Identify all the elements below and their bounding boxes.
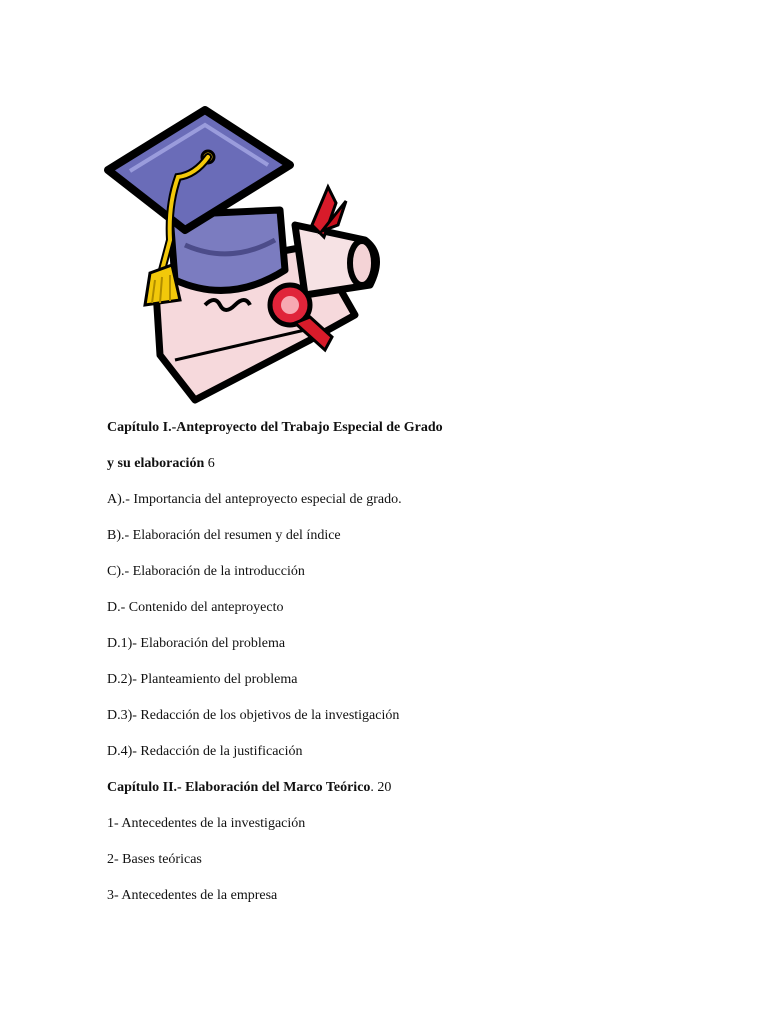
line-text: B).- Elaboración del resumen y del índice: [107, 528, 341, 543]
line-text: D.4)- Redacción de la justificación: [107, 744, 303, 759]
graduation-cap-diploma-icon: [100, 105, 400, 405]
toc-chapter-1-subtitle: [107, 446, 727, 482]
toc-item: [107, 734, 727, 770]
line-text: D.1)- Elaboración del problema: [107, 636, 286, 651]
line-text: A).- Importancia del anteproyecto especial de grado.: [107, 492, 402, 507]
toc-item: [107, 518, 727, 554]
toc-item: [107, 626, 727, 662]
toc-item: [107, 662, 727, 698]
chapter-2-heading: Capítulo II.- Elaboración del Marco Teórico: [107, 780, 371, 795]
line-text: D.3)- Redacción de los objetivos de la investigación: [107, 708, 400, 723]
page-number: 6: [204, 456, 215, 471]
toc-chapter-1-title: [107, 410, 727, 446]
toc-chapter-2-title: [107, 770, 727, 806]
chapter-1-heading-cont: y su elaboración: [107, 456, 205, 471]
table-of-contents: [107, 410, 727, 914]
toc-item: [107, 482, 727, 518]
toc-item: [107, 842, 727, 878]
toc-item: [107, 554, 727, 590]
line-text: D.2)- Planteamiento del problema: [107, 672, 298, 687]
line-text: 3- Antecedentes de la empresa: [107, 888, 278, 903]
toc-item: [107, 878, 727, 914]
line-text: C).- Elaboración de la introducción: [107, 564, 305, 579]
toc-item: [107, 698, 727, 734]
line-text: 2- Bases teóricas: [107, 852, 202, 867]
toc-item: [107, 806, 727, 842]
page-number: . 20: [370, 780, 392, 795]
chapter-1-heading: Capítulo I.-Anteproyecto del Trabajo Especial de Grado: [107, 420, 443, 435]
line-text: 1- Antecedentes de la investigación: [107, 816, 306, 831]
toc-item: [107, 590, 727, 626]
line-text: D.- Contenido del anteproyecto: [107, 600, 284, 615]
